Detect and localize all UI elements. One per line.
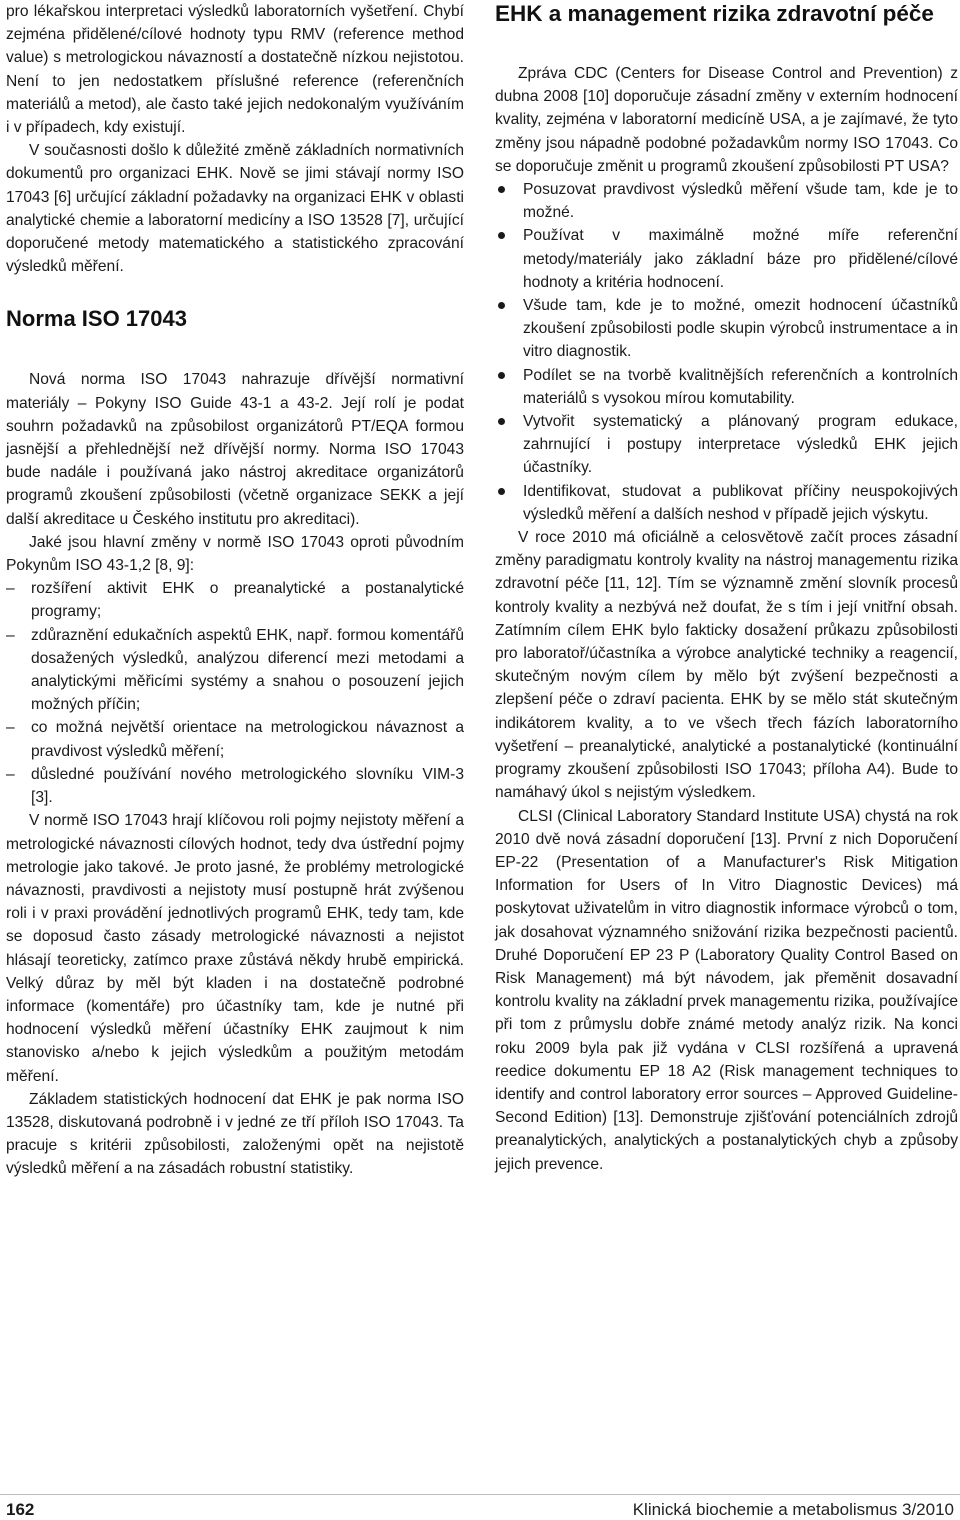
iso-paragraph-4: Základem statistických hodnocení dat EHK je pak norma ISO 13528, diskutovaná podrobně i v jedné ze tří příloh ISO 17043. Ta pracuje s kritérii způsobilosti, založenými opět na nejistotě výsledků měření a na zásadách robustní statistiky. [6,1090,464,1178]
page-number: 162 [6,1500,35,1519]
journal-name: Klinická biochemie a metabolismus 3/2010 [632,1500,954,1519]
risk-paragraph-3: CLSI (Clinical Laboratory Standard Institute USA) chystá na rok 2010 dvě nová zásadní doporučení [13]. První z nich Doporučení EP-22 (Presentation of a Manufacturer's Risk Mitigation Information for Users of In Vitro Diagnostic Devices) má poskytovat uživatelům in vitro diagnostik informace výrobců o tom, jak dosahovat významného snižování rizika bezpečnosti pacientů. Druhé Doporučení EP 23 P (Laboratory Quality Control Based on Risk Management) má být návodem, jak přeměnit dosavadní kontrolu kvality na základní prvek managementu rizika, používajíce při tom z průmyslu dobře známé metody analýz rizik. Na konci roku 2009 byla pak již vydána v CLSI rozšířená a upravená reedice dokumentu EP 18 A2 (Risk management techniques to identify and control laboratory error sources – Approved Guideline-Second Edition) [13]. Demonstruje zjišťování potenciálních zdrojů preanalytických, analytických a postanalytických chyb a způsoby jejich prevence. [495,807,958,1173]
list-item: Podílet se na tvorbě kvalitnějších referenčních a kontrolních materiálů s vysokou mírou komutability. [495,364,958,410]
list-item: Používat v maximálně možné míře referenční metody/materiály jako základní báze pro přidělené/cílové hodnoty a kritéria hodnocení. [495,224,958,294]
risk-paragraph-1: Zpráva CDC (Centers for Disease Control and Prevention) z dubna 2008 [10] doporučuje zásadní změny v externím hodnocení kvality, zejména v laboratorní medicíně USA, a je zajímavé, že tyto změny jsou nápadně podobné požadavkům normy ISO 17043. Co se doporučuje změnit u programů zkoušení způsobilosti PT USA? [495,65,958,175]
section-heading-risk-management: EHK a management rizika zdravotní péče [495,1,934,26]
dash-marker: – [6,626,15,644]
left-intro-paragraph-2: V současnosti došlo k důležité změně základních normativních dokumentů pro organizaci EHK. Nově se jimi stávají normy ISO 17043 [6] určující základní požadavky na organizaci EHK v oblasti analytické chemie a laboratorní medicíny a ISO 13528 [7], určující doporučené metody matematického a statistického zpracování výsledků měření. [6,142,464,276]
risk-paragraph-2: V roce 2010 má oficiálně a celosvětově začít proces zásadní změny paradigmatu kontroly kvality na nástroj managementu rizika zdravotní péče [11, 12]. Tím se významně změní slovník procesů kontroly kvality a nezbývá než doufat, že s tím i její vnitřní obsah. Zatímním cílem EHK bylo fakticky dosažení průkazu způsobilosti pro laboratoř/účastníka a výrobce analytické techniky a reagencií, skutečným novým cílem by mělo být zvýšení bezpečnosti a zlepšení péče o zdraví pacienta. EHK by se mělo stát skutečným indikátorem kvality, a to ve všech třech fázích laboratorního vyšetření – preanalytické, analytické a postanalytické (kontinuální programy zkoušení způsobilosti ISO 17043; příloha A4). Bude to namáhavý úkol s nejistým výsledkem. [495,529,958,802]
list-item: – rozšíření aktivit EHK o preanalytické a postanalytické programy; [6,577,464,623]
dash-marker: – [6,765,15,783]
right-column [495,0,958,1176]
bullet-icon [498,232,505,239]
iso-paragraph-1: Nová norma ISO 17043 nahrazuje dřívější normativní materiály – Pokyny ISO Guide 43-1 a 43-2. Její rolí je podat souhrn požadavků na způsobilost organizátorů PT/EQA formou jasnější a přehlednější než dřívější normy. Norma ISO 17043 bude nadále i používaná jako nástroj akreditace organizátorů programů zkoušení způsobilosti (včetně organizace SEKK a její další akreditace u Českého institutu pro akreditaci). [6,371,464,528]
dash-marker: – [6,580,15,598]
list-item: – co možná největší orientace na metrologickou návaznost a pravdivost výsledků měření; [6,716,464,762]
bullet-icon [498,186,505,193]
left-intro-paragraph: pro lékařskou interpretaci výsledků laboratorních vyšetření. Chybí zejména přidělené/cílové hodnoty typu RMV (reference method value) s metrologickou návazností a dostatečně nízkou nejistotou. Není to jen nedostatkem příslušné reference (referenčních materiálů a metod), ale často také jejich nedokonalým využíváním i v případech, kdy existují. [6,3,464,137]
bullet-icon [498,302,505,309]
bullet-icon [498,372,505,379]
bullet-icon [498,418,505,425]
recommendations-list [495,178,958,526]
list-item: Vytvořit systematický a plánovaný program edukace, zahrnující i postupy interpretace výsledků EHK jejich účastníky. [495,410,958,480]
left-column [6,0,464,1181]
iso-paragraph-3: V normě ISO 17043 hrají klíčovou roli pojmy nejistoty měření a metrologické návaznosti cílových hodnot, tedy dva ústřední pojmy metrologie jako takové. Je proto jasné, že problémy metrologické návaznosti, pravdivosti a nejistoty musí postupně hrát zvýšenou roli i v praxi provádění jednotlivých programů EHK, tedy tam, kde se doposud často zásady metrologické návaznosti a nejistot hlásají teoreticky, zatímco praxe zůstává někdy hrubě empirická. Velký důraz by měl být kladen i na dostatečně podrobné informace (komentáře) pro účastníky tam, kde je nutné při hodnocení výsledků měření účastníky EHK zaujmout k nim stanovisko a/nebo k jejich výsledkům a použitým metodám měření. [6,812,464,1085]
list-item: Posuzovat pravdivost výsledků měření všude tam, kde je to možné. [495,178,958,224]
bullet-icon [498,488,505,495]
changes-list [6,577,464,809]
iso-paragraph-2: Jaké jsou hlavní změny v normě ISO 17043 oproti původním Pokynům ISO 43-1,2 [8, 9]: [6,533,464,575]
list-item: Identifikovat, studovat a publikovat příčiny neuspokojivých výsledků měření a dalších neshod v případě jejich výskytu. [495,480,958,526]
dash-marker: – [6,719,15,737]
list-item: – důsledné používání nového metrologického slovníku VIM-3 [3]. [6,763,464,809]
list-item: – zdůraznění edukačních aspektů EHK, např. formou komentářů dosažených výsledků, analýzou diferencí mezi metodami a analytickými měřicími systémy a snahou o posouzení jejich možných příčin; [6,624,464,717]
footer-divider [0,1494,960,1495]
list-item: Všude tam, kde je to možné, omezit hodnocení účastníků zkoušení způsobilosti podle skupin výrobců instrumentace a in vitro diagnostik. [495,294,958,364]
section-heading-iso-17043: Norma ISO 17043 [6,306,187,332]
